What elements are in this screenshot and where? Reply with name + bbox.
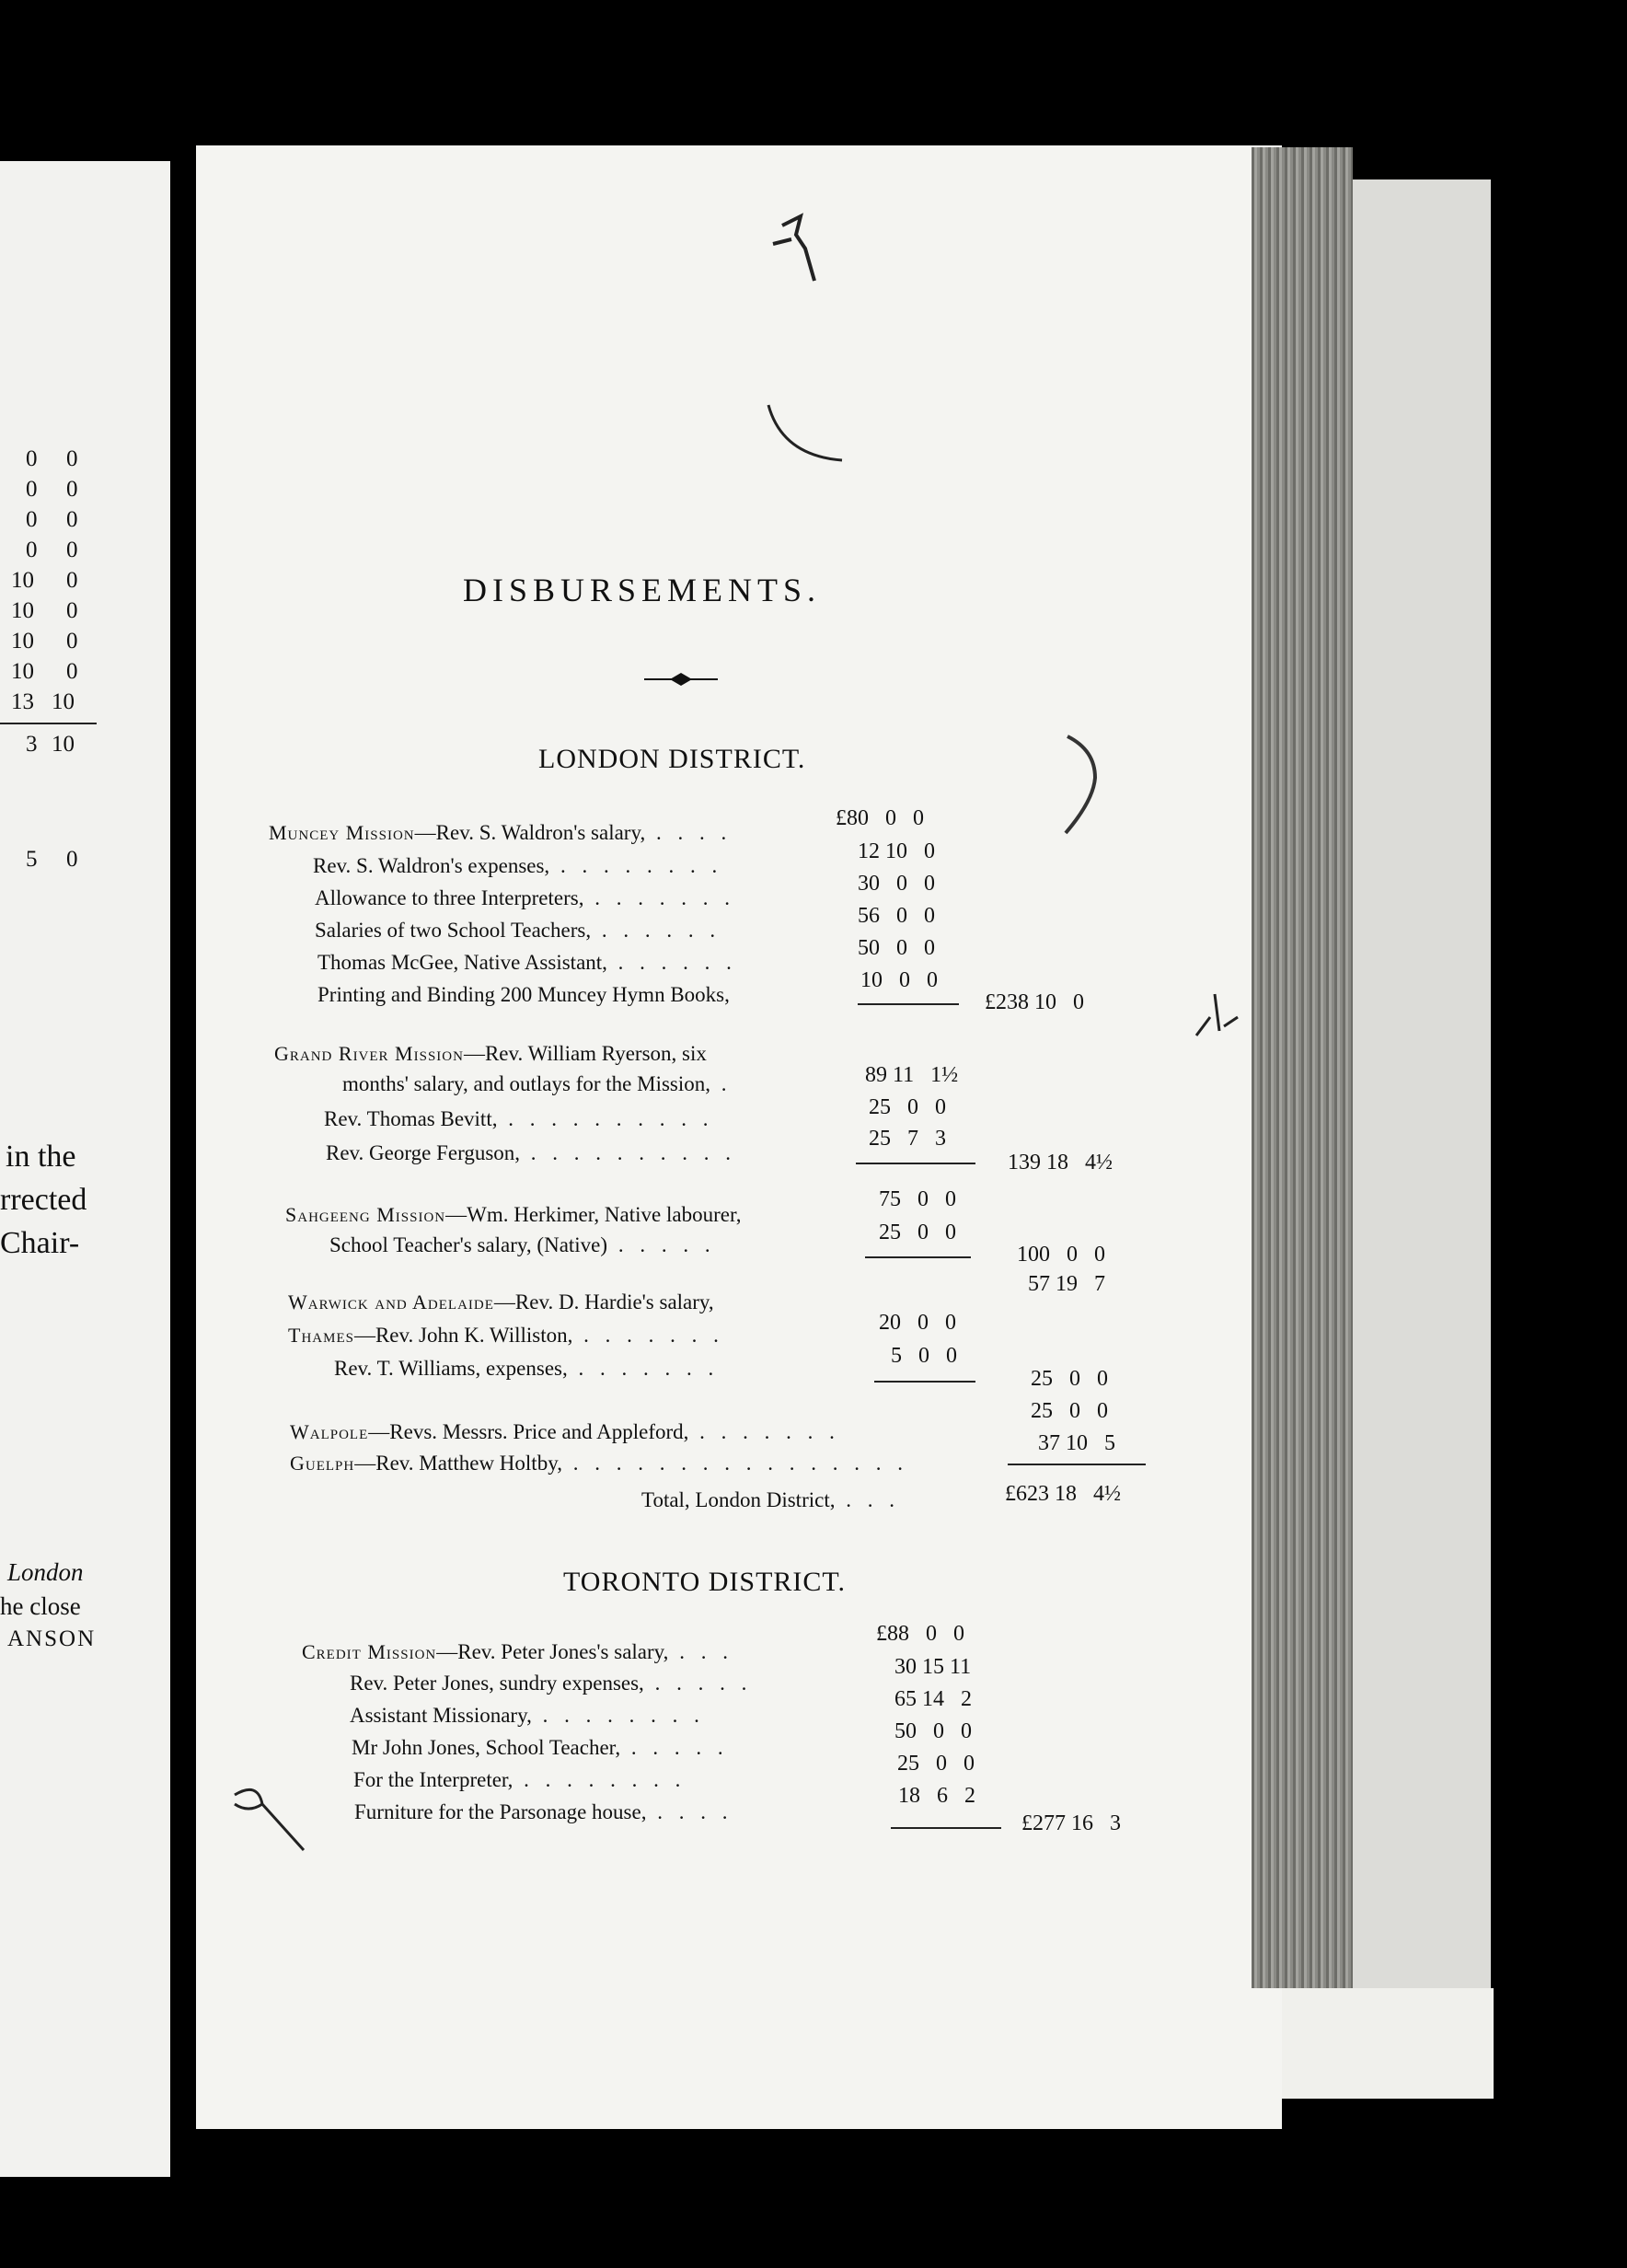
sahgeeng-amount-0: 75 0 0 (879, 1187, 956, 1211)
sahgeeng-first-text: —Wm. Herkimer, Native labourer, (445, 1203, 742, 1226)
left-col-b-4: 0 (66, 568, 78, 593)
grand-amount-0: 89 11 1½ (865, 1063, 959, 1087)
ink-mark-right (1187, 989, 1242, 1054)
thames-line: Thames—Rev. John K. Williston, . . . . . . . (288, 1324, 724, 1347)
ink-bracket (1058, 732, 1114, 842)
credit-item-1: Assistant Missionary, . . . . . . . . (350, 1704, 705, 1727)
muncey-amount-2: 30 0 0 (858, 872, 935, 896)
left-col-a-10: 5 (26, 847, 38, 872)
left-facing-page (0, 161, 170, 2177)
left-col-b-5: 0 (66, 598, 78, 623)
left-signature: ANSON (7, 1626, 97, 1651)
title-ornament-icon (644, 670, 718, 688)
sahgeeng-amount-1: 25 0 0 (879, 1221, 956, 1244)
walpole-total: 25 0 0 (1031, 1399, 1108, 1423)
london-district-heading: LONDON DISTRICT. (538, 744, 806, 774)
muncey-first-text: —Rev. S. Waldron's salary, (414, 821, 646, 844)
toronto-district-heading: TORONTO DISTRICT. (563, 1567, 847, 1597)
grand-cont-line: months' salary, and outlays for the Mission, . (342, 1072, 733, 1095)
muncey-amount-1: 12 10 0 (858, 839, 935, 863)
guelph-label: Guelph (290, 1452, 355, 1475)
grand-item-1: Rev. George Ferguson, . . . . . . . . . . (326, 1141, 737, 1164)
guelph-line: Guelph—Rev. Matthew Holtby, . . . . . . . . . . . . . . . . (290, 1452, 908, 1475)
left-col-a-5: 10 (11, 598, 34, 623)
grand-item-0: Rev. Thomas Bevitt, . . . . . . . . . . (324, 1107, 714, 1130)
muncey-amount-4: 50 0 0 (858, 936, 935, 960)
left-close-line: he close (0, 1592, 81, 1620)
walpole-line: Walpole—Revs. Messrs. Price and Appleford, . . . . . . . (290, 1420, 840, 1443)
left-col-b-6: 0 (66, 629, 78, 654)
credit-amount-5: 18 6 2 (898, 1784, 975, 1808)
sahgeeng-label: Sahgeeng Mission (285, 1203, 446, 1226)
grand-total: 139 18 4½ (1008, 1151, 1113, 1174)
muncey-item-1: Allowance to three Interpreters, . . . . . . . (315, 886, 735, 909)
left-col-a-8: 13 (11, 689, 34, 714)
left-col-a-7: 10 (11, 659, 34, 684)
left-col-a-4: 10 (11, 568, 34, 593)
muncey-amount-3: 56 0 0 (858, 904, 935, 928)
left-col-a-0: 0 (26, 446, 38, 471)
leader-dots: . . . . (645, 821, 733, 844)
muncey-sum-rule (858, 1003, 959, 1005)
left-col-b-3: 0 (66, 538, 78, 562)
muncey-label: Muncey Mission (269, 821, 415, 844)
grand-amount-2: 25 7 3 (869, 1127, 946, 1151)
grand-label: Grand River Mission (274, 1042, 464, 1065)
warwick-line (288, 1290, 714, 1314)
credit-amount-2: 65 14 2 (894, 1687, 972, 1711)
left-text-line-1: in the (6, 1140, 76, 1174)
warwick-text: —Rev. D. Hardie's salary, (493, 1290, 714, 1313)
thames-amount-1: 5 0 0 (891, 1344, 957, 1368)
muncey-item-0: Rev. S. Waldron's expenses, . . . . . . . . (313, 854, 723, 877)
left-sum-rule (0, 723, 97, 724)
left-col-a-2: 0 (26, 507, 38, 532)
credit-amount-3: 50 0 0 (894, 1719, 972, 1743)
left-col-a-1: 0 (26, 477, 38, 502)
left-italic-word: London (7, 1558, 84, 1586)
warwick-total: 57 19 7 (1028, 1272, 1105, 1296)
credit-total: £277 16 3 (1021, 1811, 1121, 1835)
book-gutter (170, 166, 196, 2191)
muncey-item-4: Printing and Binding 200 Muncey Hymn Books, (317, 983, 730, 1006)
credit-amount-4: 25 0 0 (897, 1752, 975, 1776)
muncey-total: £238 10 0 (985, 990, 1084, 1014)
credit-first-text: —Rev. Peter Jones's salary, (436, 1640, 669, 1663)
thames-item: Rev. T. Williams, expenses, . . . . . . . (334, 1357, 720, 1380)
left-col-b-0: 0 (66, 446, 78, 471)
muncey-item-2: Salaries of two School Teachers, . . . . . . (315, 919, 721, 942)
thames-text: —Rev. John K. Williston, (353, 1324, 573, 1347)
credit-amount-1: 30 15 11 (894, 1655, 972, 1679)
muncey-item-3: Thomas McGee, Native Assistant, . . . . . . (317, 951, 737, 974)
muncey-amount-5: 10 0 0 (860, 968, 938, 992)
sahgeeng-total: 100 0 0 (1017, 1243, 1105, 1267)
thames-label: Thames (288, 1324, 354, 1347)
london-total-value: £623 18 4½ (1005, 1482, 1121, 1506)
credit-sum-rule (891, 1827, 1001, 1829)
walpole-label: Walpole (290, 1420, 369, 1443)
left-col-b-9: 10 (52, 732, 75, 757)
credit-item-0: Rev. Peter Jones, sundry expenses, . . . . . (350, 1672, 753, 1695)
left-col-a-3: 0 (26, 538, 38, 562)
left-col-b-7: 0 (66, 659, 78, 684)
london-total-rule (1008, 1464, 1146, 1465)
muncey-amount-0: £80 0 0 (836, 806, 924, 830)
left-text-line-2: rrected (0, 1183, 87, 1217)
grand-first-line (274, 1042, 707, 1066)
credit-label: Credit Mission (302, 1640, 437, 1663)
grand-amount-1: 25 0 0 (869, 1095, 946, 1119)
credit-item-3: For the Interpreter, . . . . . . . . (353, 1768, 687, 1791)
credit-item-4: Furniture for the Parsonage house, . . . . (354, 1800, 733, 1823)
credit-item-2: Mr John Jones, School Teacher, . . . . . (352, 1736, 729, 1759)
sahgeeng-sum-rule (865, 1256, 971, 1258)
walpole-text: —Revs. Messrs. Price and Appleford, (368, 1420, 689, 1443)
left-col-b-2: 0 (66, 507, 78, 532)
credit-amount-0: £88 0 0 (876, 1622, 964, 1646)
guelph-text: —Rev. Matthew Holtby, (354, 1452, 562, 1475)
warwick-label: Warwick and Adelaide (288, 1290, 494, 1313)
left-col-b-8: 10 (52, 689, 75, 714)
muncey-first-line (269, 821, 732, 845)
grand-first-text: —Rev. William Ryerson, six (463, 1042, 707, 1065)
thames-amount-0: 20 0 0 (879, 1311, 956, 1335)
london-total-line: Total, London District, . . . (641, 1488, 900, 1511)
grand-sum-rule (856, 1163, 975, 1164)
left-col-b-1: 0 (66, 477, 78, 502)
left-col-a-6: 10 (11, 629, 34, 654)
thames-sum-rule (874, 1381, 975, 1383)
left-col-a-9: 3 (26, 732, 38, 757)
credit-first-line: Credit Mission—Rev. Peter Jones's salary, . . . (302, 1640, 733, 1663)
thames-total: 25 0 0 (1031, 1367, 1108, 1391)
page-title: DISBURSEMENTS. (463, 572, 822, 608)
left-col-b-10: 0 (66, 847, 78, 872)
sahgeeng-first-line (285, 1203, 741, 1227)
guelph-total: 37 10 5 (1038, 1431, 1115, 1455)
right-page-flap (1353, 179, 1491, 2094)
sahgeeng-item: School Teacher's salary, (Native) . . . . . (329, 1233, 716, 1256)
ink-scribble-top (764, 207, 865, 483)
left-text-line-3: Chair- (0, 1226, 80, 1260)
ink-mark-bottom (230, 1786, 313, 1859)
page-stack-edge (1252, 147, 1353, 1988)
